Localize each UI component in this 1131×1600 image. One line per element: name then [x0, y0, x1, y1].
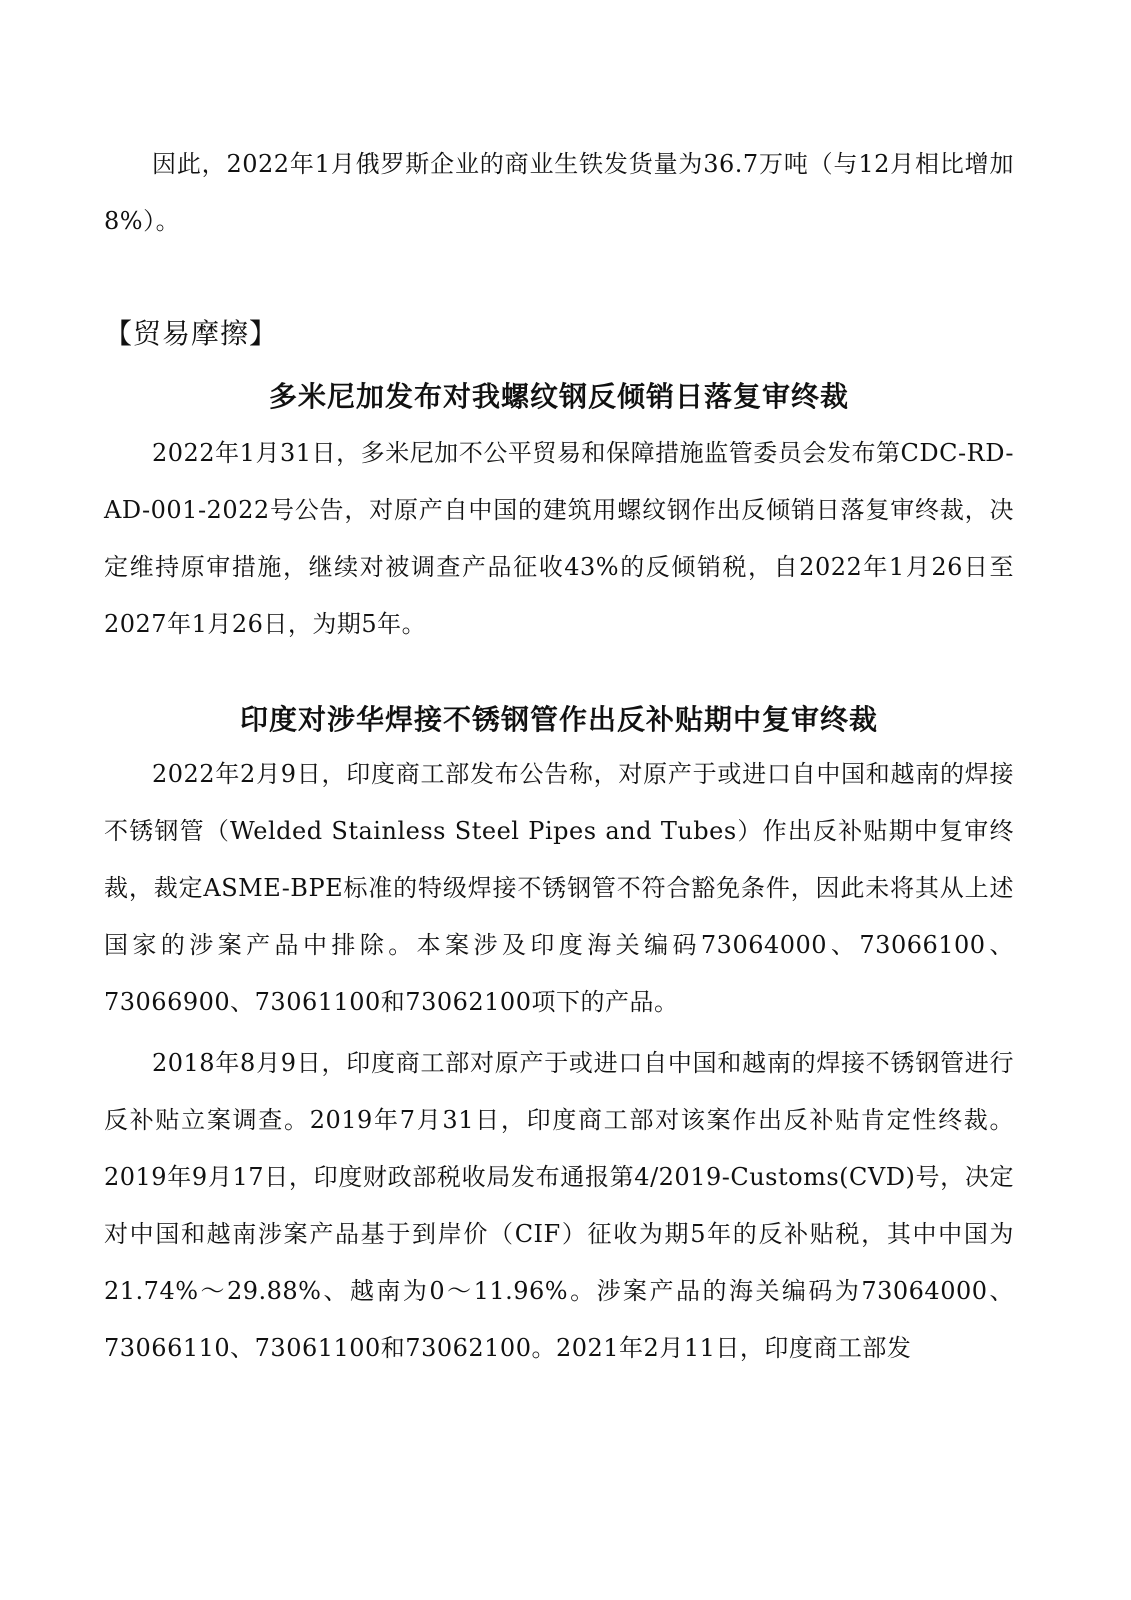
paragraph-india-welded-pipe-ruling: 2022年2月9日，印度商工部发布公告称，对原产于或进口自中国和越南的焊接不锈钢管（Welded Stainless Steel Pipes and Tubes）作出反补贴期中复审终裁，裁定ASME-BPE标准的特级焊接不锈钢管不符合豁免条件，因此未将其从上述国家的涉案产品中排除。本案涉及印度海关编码73064000、73066100、73066900、73061100和73062100项下的产品。: [104, 760, 1014, 1016]
heading-dominican-rebar-review: 多米尼加发布对我螺纹钢反倾销日落复审终裁: [268, 380, 849, 413]
paragraph-india-welded-pipe-history: 2018年8月9日，印度商工部对原产于或进口自中国和越南的焊接不锈钢管进行反补贴立案调查。2019年7月31日，印度商工部对该案作出反补贴肯定性终裁。2019年9月17日，印度财政部税收局发布通报第4/2019-Customs(CVD)号，决定对中国和越南涉案产品基于到岸价（CIF）征收为期5年的反补贴税，其中中国为21.74%～29.88%、越南为0～11.96%。涉案产品的海关编码为73064000、73066110、73061100和73062100。2021年2月11日，印度商工部发: [104, 1049, 1014, 1362]
section-tag-trade-friction: 【贸易摩擦】: [104, 317, 279, 350]
paragraph-pig-iron-shipments: 因此，2022年1月俄罗斯企业的商业生铁发货量为36.7万吨（与12月相比增加8%）。: [104, 150, 1014, 235]
heading-india-welded-pipe-review: 印度对涉华焊接不锈钢管作出反补贴期中复审终裁: [239, 703, 878, 736]
paragraph-dominican-rebar-details: 2022年1月31日，多米尼加不公平贸易和保障措施监管委员会发布第CDC-RD-AD-001-2022号公告，对原产自中国的建筑用螺纹钢作出反倾销日落复审终裁，决定维持原审措施，继续对被调查产品征收43%的反倾销税，自2022年1月26日至2027年1月26日，为期5年。: [104, 439, 1014, 638]
